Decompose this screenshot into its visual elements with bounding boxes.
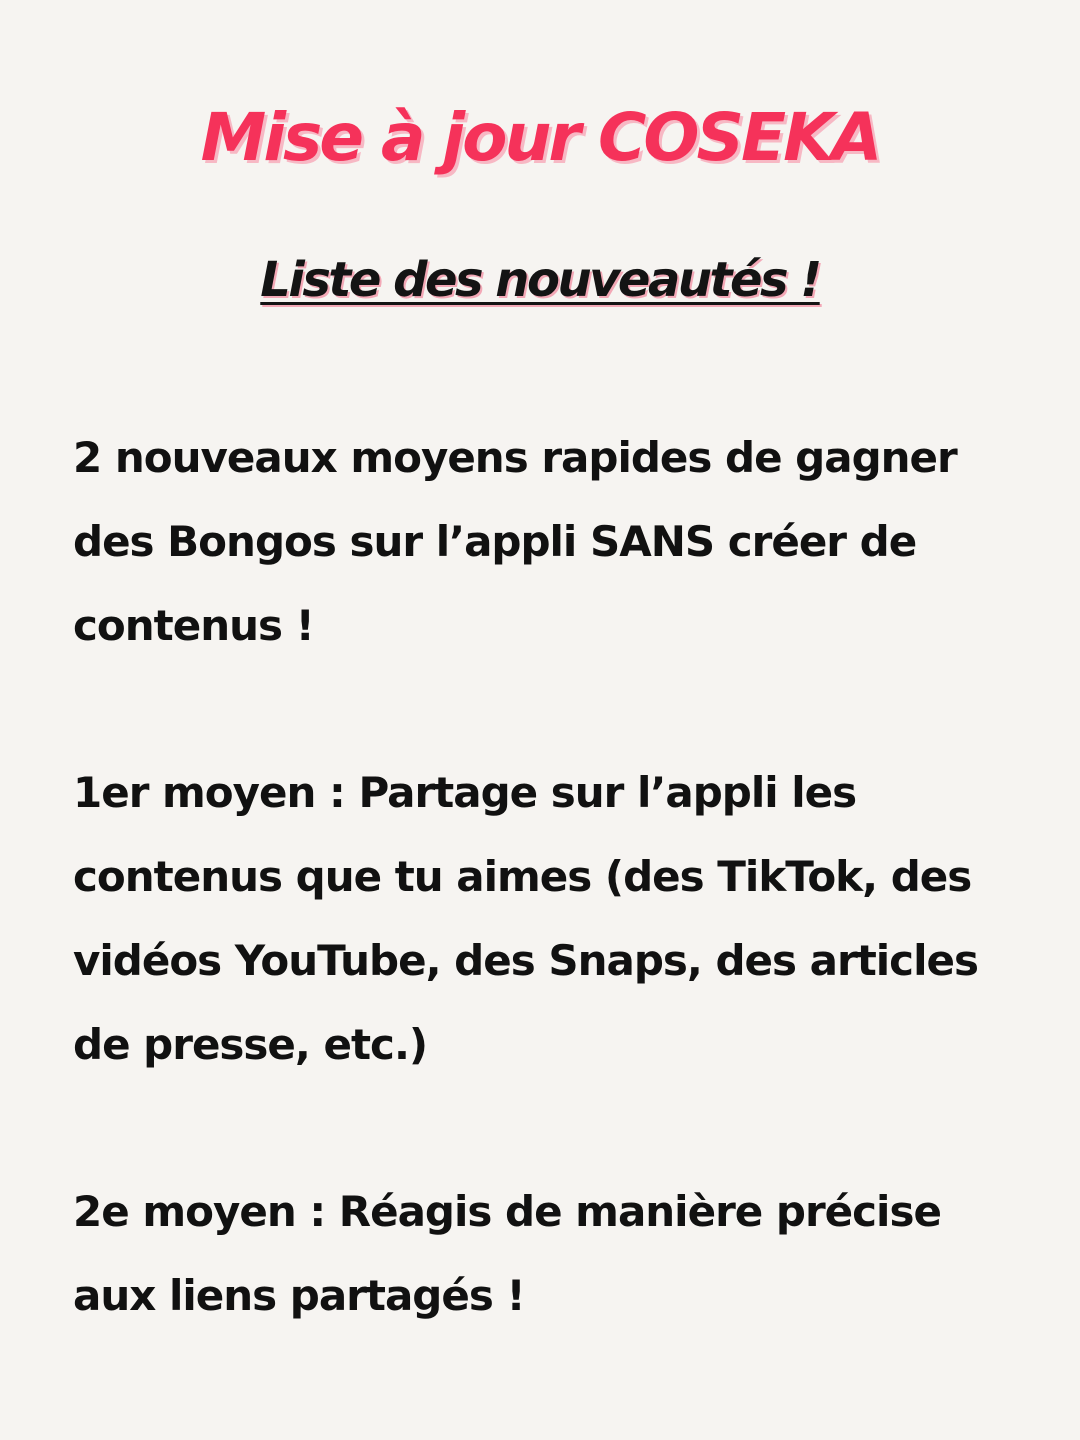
subtitle-text: Liste des nouveautés !: [260, 252, 820, 308]
page-subtitle: [0, 254, 1080, 307]
second-method-paragraph: 2e moyen : Réagis de manière précise aux liens partagés !: [73, 1187, 941, 1320]
first-method-paragraph: 1er moyen : Partage sur l’appli les contenus que tu aimes (des TikTok, des vidéos YouTube, des Snaps, des articles de presse, etc.): [73, 768, 978, 1069]
page-title: Mise à jour COSEKA: [200, 99, 880, 176]
intro-paragraph: 2 nouveaux moyens rapides de gagner des Bongos sur l’appli SANS créer de contenus !: [73, 433, 957, 650]
